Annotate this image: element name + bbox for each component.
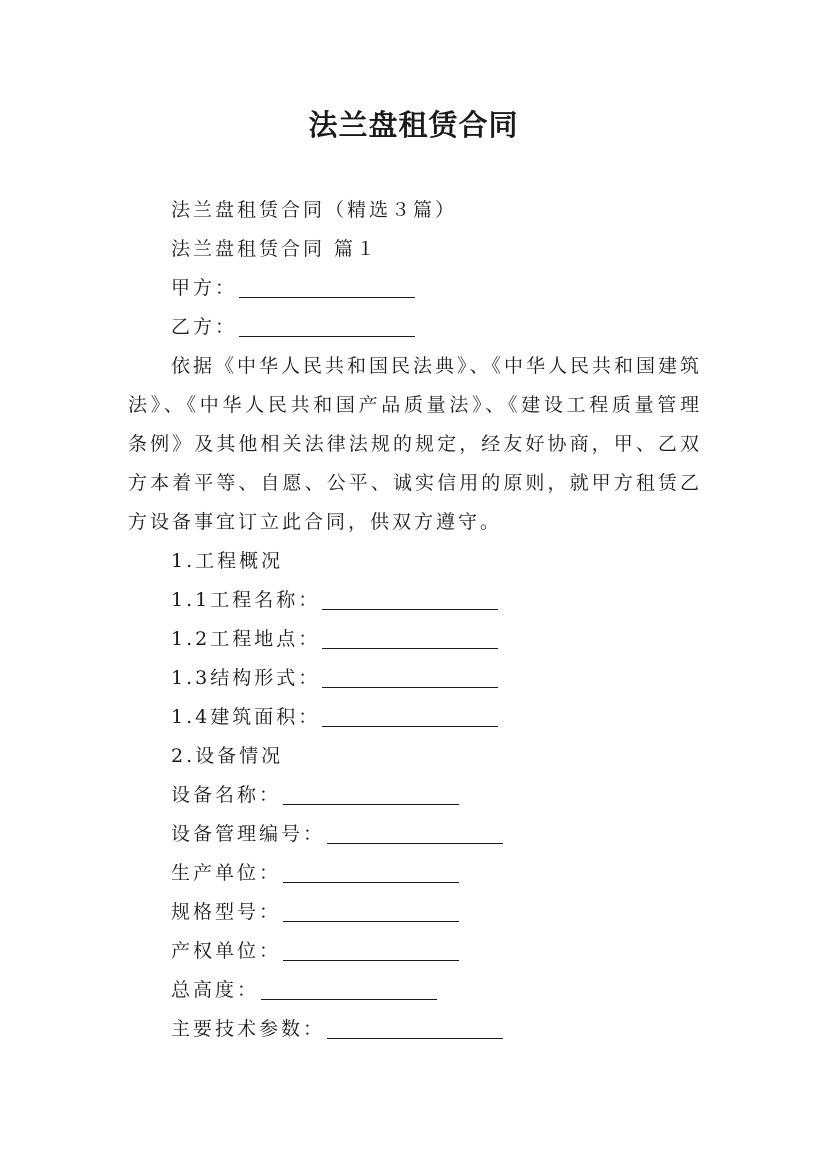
equipment-code-row xyxy=(128,815,702,854)
manufacturer-row xyxy=(128,854,702,893)
document-title: 法兰盘租赁合同 xyxy=(308,108,519,142)
building-area-label: 1.4建筑面积： xyxy=(171,706,321,728)
equipment-name-label: 设备名称： xyxy=(171,784,282,806)
total-height-row xyxy=(128,971,702,1010)
equipment-name-row xyxy=(128,776,702,815)
party-b-blank xyxy=(239,312,415,337)
structure-type-row xyxy=(128,659,702,698)
manufacturer-blank xyxy=(283,858,459,883)
building-area-blank xyxy=(322,702,498,727)
structure-type-blank xyxy=(322,663,498,688)
project-name-row xyxy=(128,581,702,620)
document-body xyxy=(128,191,702,1049)
project-name-label: 1.1工程名称： xyxy=(171,589,321,611)
party-a-label: 甲方： xyxy=(171,277,238,299)
section1-heading: 1.工程概况 xyxy=(171,550,284,572)
equipment-code-label: 设备管理编号： xyxy=(171,823,326,845)
owner-row xyxy=(128,932,702,971)
tech-params-label: 主要技术参数： xyxy=(171,1018,326,1040)
structure-type-label: 1.3结构形式： xyxy=(171,667,321,689)
party-b-row xyxy=(128,308,702,347)
project-location-label: 1.2工程地点： xyxy=(171,628,321,650)
equipment-code-blank xyxy=(327,819,503,844)
tech-params-row xyxy=(128,1010,702,1049)
document-subtitle: 法兰盘租赁合同（精选３篇） xyxy=(171,199,458,221)
project-location-blank xyxy=(322,624,498,649)
section2-heading: 2.设备情况 xyxy=(171,745,284,767)
equipment-name-blank xyxy=(283,780,459,805)
tech-params-blank xyxy=(327,1014,503,1039)
party-a-blank xyxy=(239,273,415,298)
model-blank xyxy=(283,897,459,922)
owner-label: 产权单位： xyxy=(171,940,282,962)
intro-paragraph: 依据《中华人民共和国民法典》、《中华人民共和国建筑法》、《中华人民共和国产品质量法》、《建设工程质量管理条例》及其他相关法律法规的规定，经友好协商，甲、乙双方本着平等、自愿、公平、诚实信用的原则，就甲方租赁乙方设备事宜订立此合同，供双方遵守。 xyxy=(128,355,703,533)
section-title: 法兰盘租赁合同 篇１ xyxy=(171,238,379,260)
total-height-blank xyxy=(261,975,437,1000)
manufacturer-label: 生产单位： xyxy=(171,862,282,884)
model-label: 规格型号： xyxy=(171,901,282,923)
project-location-row xyxy=(128,620,702,659)
model-row xyxy=(128,893,702,932)
project-name-blank xyxy=(322,585,498,610)
total-height-label: 总高度： xyxy=(171,979,260,1001)
owner-blank xyxy=(283,936,459,961)
party-a-row xyxy=(128,269,702,308)
building-area-row xyxy=(128,698,702,737)
party-b-label: 乙方： xyxy=(171,316,238,338)
